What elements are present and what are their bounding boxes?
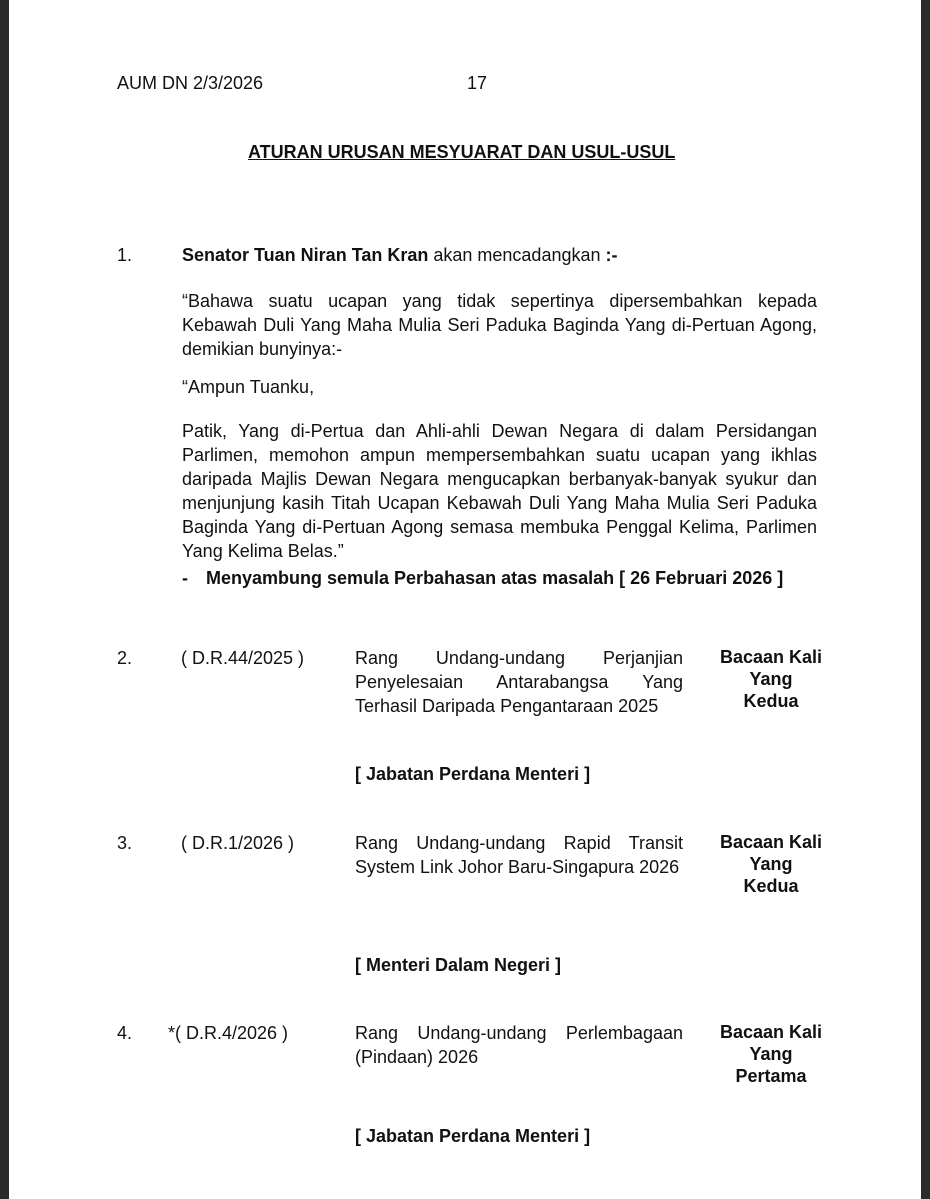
bill-ministry: [ Menteri Dalam Negeri ] xyxy=(355,955,562,975)
reading-line-1: Bacaan Kali xyxy=(719,647,823,667)
motion-paragraph-3: Patik, Yang di-Pertua dan Ahli-ahli Dewan Negara di dalam Persidangan Parlimen, memohon ampun mempersembahkan suatu ucapan yang ikhlas daripada Majlis Dewan Negara mengucapkan berbanyak-banyak syukur dan menjunjung kasih Titah Ucapan Kebawah Duli Yang Maha Mulia Seri Paduka Baginda Yang di-Pertuan Agong semasa membuka Penggal Kelima, Parlimen Yang Kelima Belas.” xyxy=(182,421,817,561)
bill-reading-stage xyxy=(709,831,833,897)
motion-paragraph-1: “Bahawa suatu ucapan yang tidak sepertinya dipersembahkan kepada Kebawah Duli Yang Maha Mulia Seri Paduka Baginda Yang di-Pertuan Agong, demikian bunyinya:- xyxy=(182,291,817,359)
bill-ministry: [ Jabatan Perdana Menteri ] xyxy=(355,764,591,784)
reading-line-3: Pertama xyxy=(735,1066,807,1086)
reading-line-2: Yang xyxy=(749,669,793,689)
mover-action: akan mencadangkan xyxy=(428,245,606,265)
reading-line-1: Bacaan Kali xyxy=(719,832,823,852)
mover-suffix: :- xyxy=(605,245,618,265)
bill-number: 3. xyxy=(117,833,133,853)
debate-note: Menyambung semula Perbahasan atas masalah [ 26 Februari 2026 ] xyxy=(206,568,784,588)
bill-code: ( D.R.1/2026 ) xyxy=(181,833,295,853)
page-edge-right xyxy=(921,0,930,1199)
page-number: 17 xyxy=(467,73,488,93)
bill-reading-stage xyxy=(709,1021,833,1087)
bill-title: Rang Undang-undang Perlembagaan (Pindaan) 2026 xyxy=(355,1023,683,1067)
item-1-mover-line xyxy=(182,243,618,267)
doc-reference: AUM DN 2/3/2026 xyxy=(117,73,264,93)
bill-number: 2. xyxy=(117,648,133,668)
bill-title: Rang Undang-undang Perjanjian Penyelesaian Antarabangsa Yang Terhasil Daripada Pengantaraan 2025 xyxy=(355,648,683,716)
reading-line-2: Yang xyxy=(749,1044,793,1064)
bill-reading-stage xyxy=(709,646,833,712)
bill-code: ( D.R.44/2025 ) xyxy=(181,648,305,668)
bill-title: Rang Undang-undang Rapid Transit System Link Johor Baru-Singapura 2026 xyxy=(355,833,683,877)
bill-ministry: [ Jabatan Perdana Menteri ] xyxy=(355,1126,591,1146)
motion-paragraph-2: “Ampun Tuanku, xyxy=(182,377,315,397)
debate-note-dash: - xyxy=(182,568,188,588)
item-1-number: 1. xyxy=(117,245,133,265)
reading-line-3: Kedua xyxy=(743,691,799,711)
reading-line-3: Kedua xyxy=(743,876,799,896)
reading-line-1: Bacaan Kali xyxy=(719,1022,823,1042)
page-title: ATURAN URUSAN MESYUARAT DAN USUL-USUL xyxy=(248,142,676,162)
bill-number: 4. xyxy=(117,1023,133,1043)
bill-code: *( D.R.4/2026 ) xyxy=(168,1023,289,1043)
mover-name: Senator Tuan Niran Tan Kran xyxy=(182,245,429,265)
reading-line-2: Yang xyxy=(749,854,793,874)
page-edge-left xyxy=(0,0,9,1199)
